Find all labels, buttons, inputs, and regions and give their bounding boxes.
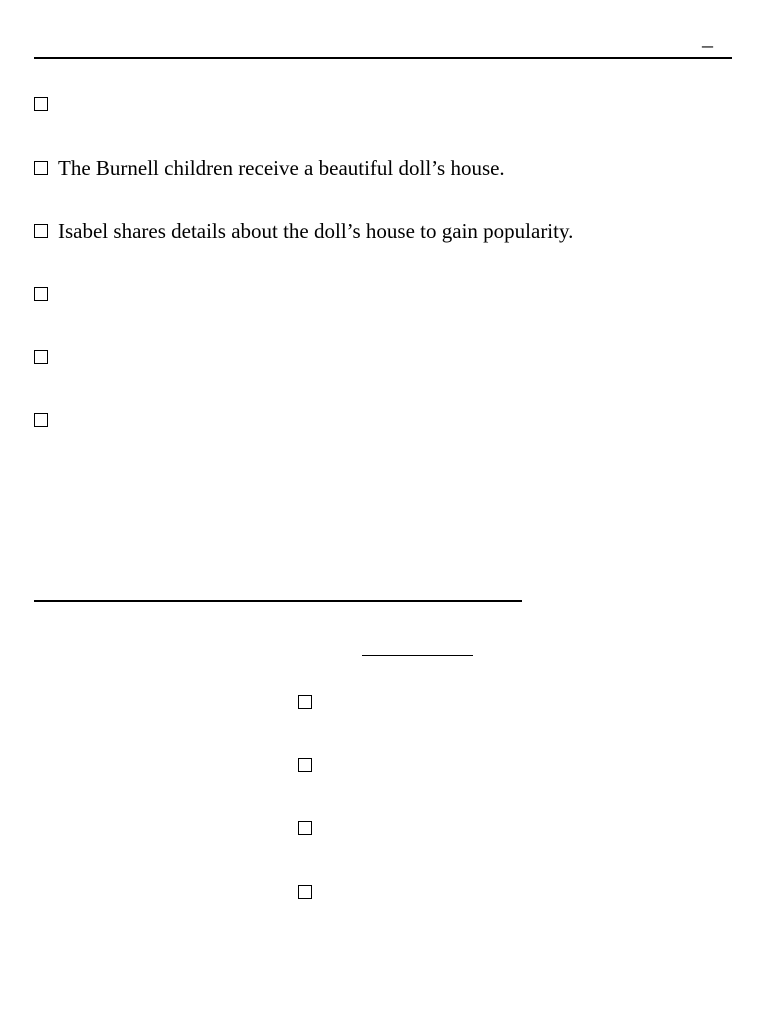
- checkbox[interactable]: [34, 161, 48, 175]
- list-item-text: The Burnell children receive a beautiful doll’s house.: [58, 156, 505, 180]
- answer-blank-line: [362, 655, 473, 656]
- checkbox[interactable]: [298, 885, 312, 899]
- section-rule: [34, 600, 522, 602]
- option-item: [298, 878, 322, 906]
- checkbox[interactable]: [34, 413, 48, 427]
- checkbox[interactable]: [34, 350, 48, 364]
- checkbox[interactable]: [298, 821, 312, 835]
- list-item: [34, 343, 58, 371]
- checkbox[interactable]: [34, 224, 48, 238]
- option-item: [298, 688, 322, 716]
- list-item: [34, 217, 573, 245]
- list-item: [34, 406, 58, 434]
- list-item: [34, 280, 58, 308]
- option-item: [298, 814, 322, 842]
- header-dash: –: [702, 32, 713, 57]
- list-item: [34, 90, 58, 118]
- checkbox[interactable]: [298, 758, 312, 772]
- list-item: [34, 154, 505, 182]
- checkbox[interactable]: [34, 97, 48, 111]
- list-item-text: Isabel shares details about the doll’s house to gain popularity.: [58, 219, 574, 243]
- header-rule: [34, 57, 732, 59]
- option-item: [298, 751, 322, 779]
- checkbox[interactable]: [34, 287, 48, 301]
- checkbox[interactable]: [298, 695, 312, 709]
